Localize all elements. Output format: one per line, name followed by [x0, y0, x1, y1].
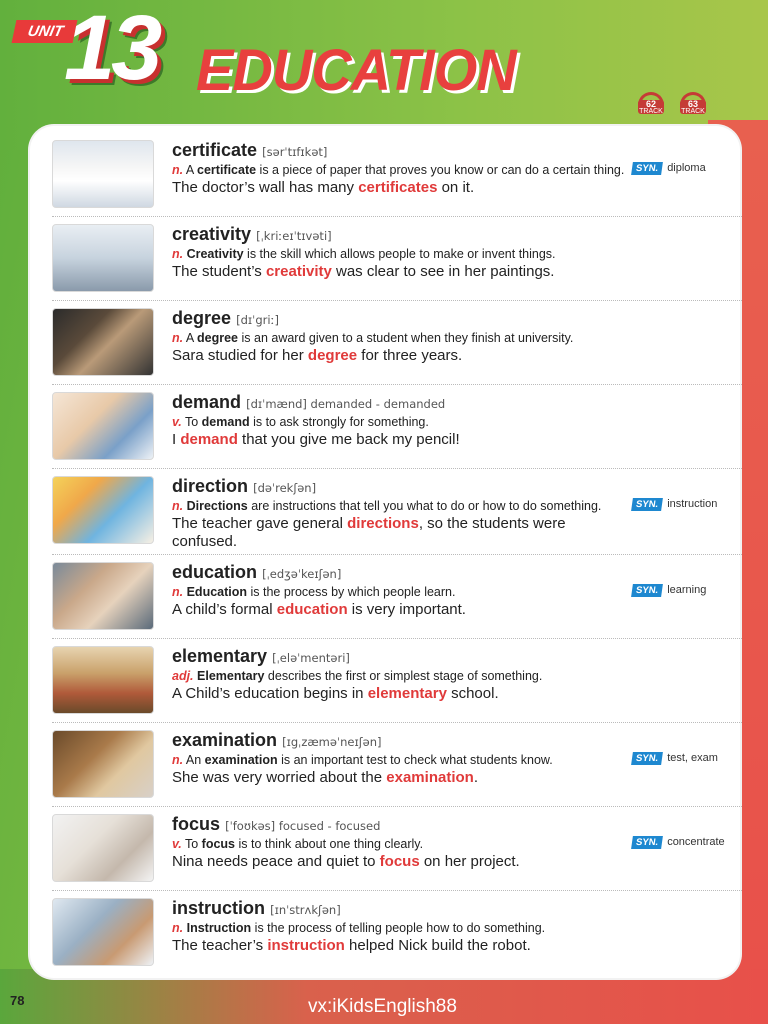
definition-keyword: Education	[186, 585, 248, 599]
headword-line	[172, 730, 632, 751]
headword-line	[172, 392, 632, 413]
entry-text	[172, 898, 632, 955]
part-of-speech: n.	[172, 585, 184, 599]
example-keyword: certificates	[358, 179, 438, 196]
synonym-text: learning	[667, 584, 707, 596]
headword: direction	[172, 476, 249, 496]
definition	[172, 668, 632, 684]
example-keyword: focus	[379, 853, 420, 870]
synonym-tag: SYN.	[631, 162, 663, 175]
definition-text: is a piece of paper that proves you know or can do a certain thing.	[256, 163, 625, 177]
definition	[172, 246, 632, 262]
definition-text: is an award given to a student when they finish at university.	[238, 331, 574, 345]
definition-keyword: focus	[201, 837, 236, 851]
example-keyword: elementary	[367, 685, 447, 702]
headword: instruction	[172, 898, 265, 918]
headword-line	[172, 562, 632, 583]
definition-text: are instructions that tell you what to do or how to do something.	[247, 499, 602, 513]
headword-line	[172, 476, 632, 497]
definition-keyword: Creativity	[186, 247, 244, 261]
track-label: TRACK	[681, 108, 705, 115]
example-keyword: instruction	[267, 937, 345, 954]
example-sentence	[172, 769, 632, 787]
example-suffix: is very important.	[347, 601, 466, 618]
definition-keyword: demand	[201, 415, 250, 429]
entry-text	[172, 646, 632, 703]
example-prefix: I	[172, 431, 181, 448]
definition-text: is the process of telling people how to do something.	[251, 921, 546, 935]
part-of-speech: v.	[172, 837, 182, 851]
illustration-image	[52, 224, 154, 292]
illustration-image	[52, 308, 154, 376]
synonym-tag: SYN.	[631, 836, 663, 849]
example-prefix: She was very worried about the	[172, 769, 387, 786]
example-prefix: Nina needs peace and quiet to	[172, 853, 380, 870]
audio-track-icon[interactable]	[678, 92, 708, 114]
example-prefix: The teacher’s	[172, 937, 268, 954]
unit-number: 13	[64, 0, 159, 99]
entry-text	[172, 392, 632, 449]
illustration-image	[52, 730, 154, 798]
entry-text	[172, 140, 632, 197]
definition	[172, 414, 632, 430]
headword: elementary	[172, 646, 268, 666]
example-prefix: A Child’s education begins in	[172, 685, 368, 702]
pronunciation: [ˌkriːeɪˈtɪvəti]	[256, 229, 332, 243]
verb-forms: demanded - demanded	[306, 397, 446, 411]
definition	[172, 330, 632, 346]
definition	[172, 498, 632, 514]
part-of-speech: n.	[172, 247, 184, 261]
part-of-speech: n.	[172, 331, 184, 345]
definition-prefix: To	[181, 837, 202, 851]
example-suffix: , so the students were confused.	[172, 515, 566, 550]
pronunciation: [ˌeləˈmentəri]	[272, 651, 350, 665]
headword-line	[172, 308, 632, 329]
track-number: 63	[687, 99, 698, 109]
definition-keyword: degree	[197, 331, 239, 345]
example-sentence	[172, 347, 632, 365]
pronunciation: [ɪgˌzæməˈneɪʃən]	[282, 735, 382, 749]
headword: education	[172, 562, 258, 582]
synonym-tag: SYN.	[631, 584, 663, 597]
headword: degree	[172, 308, 232, 328]
verb-forms: focused - focused	[275, 819, 381, 833]
synonym	[632, 752, 718, 765]
definition	[172, 920, 632, 936]
synonym-tag: SYN.	[631, 752, 663, 765]
synonym-text: concentrate	[667, 836, 725, 848]
pronunciation: [dəˈrekʃən]	[253, 481, 317, 495]
example-sentence	[172, 937, 632, 955]
definition-keyword: Instruction	[186, 921, 252, 935]
synonym-text: diploma	[667, 162, 706, 174]
headword-line	[172, 898, 632, 919]
example-suffix: on it.	[437, 179, 475, 196]
headword-line	[172, 224, 632, 245]
example-suffix: helped Nick build the robot.	[344, 937, 531, 954]
definition-keyword: examination	[204, 753, 278, 767]
example-prefix: Sara studied for her	[172, 347, 308, 364]
entry-divider	[52, 638, 742, 639]
part-of-speech: v.	[172, 415, 182, 429]
track-label: TRACK	[639, 108, 663, 115]
definition-prefix: An	[183, 753, 205, 767]
example-prefix: A child’s formal	[172, 601, 277, 618]
illustration-image	[52, 476, 154, 544]
entry-divider	[52, 890, 742, 891]
definition-text: is the process by which people learn.	[247, 585, 456, 599]
definition-text: is the skill which allows people to make or invent things.	[243, 247, 556, 261]
pronunciation: [ˈfoʊkəs]	[225, 819, 276, 833]
entry-text	[172, 476, 632, 551]
entry-divider	[52, 722, 742, 723]
page-number: 78	[10, 993, 25, 1008]
entry-text	[172, 562, 632, 619]
definition-prefix: A	[183, 163, 198, 177]
entry-divider	[52, 554, 742, 555]
illustration-image	[52, 646, 154, 714]
example-sentence	[172, 685, 632, 703]
part-of-speech: n.	[172, 499, 184, 513]
definition-keyword: Directions	[186, 499, 248, 513]
pronunciation: [dɪˈmænd]	[246, 397, 307, 411]
unit-title: EDUCATION	[196, 36, 516, 103]
example-prefix: The teacher gave general	[172, 515, 348, 532]
synonym-tag: SYN.	[631, 498, 663, 511]
example-prefix: The student’s	[172, 263, 266, 280]
example-suffix: that you give me back my pencil!	[237, 431, 460, 448]
entry-text	[172, 814, 632, 871]
synonym	[632, 498, 717, 511]
part-of-speech: adj.	[172, 669, 194, 683]
illustration-image	[52, 140, 154, 208]
illustration-image	[52, 898, 154, 966]
headword: focus	[172, 814, 221, 834]
headword-line	[172, 140, 632, 161]
illustration-image	[52, 562, 154, 630]
synonym	[632, 836, 725, 849]
example-suffix: school.	[446, 685, 499, 702]
synonym-text: test, exam	[667, 752, 718, 764]
illustration-image	[52, 814, 154, 882]
example-keyword: demand	[180, 431, 238, 448]
entry-divider	[52, 300, 742, 301]
example-keyword: directions	[347, 515, 419, 532]
definition-text: is an important test to check what students know.	[277, 753, 553, 767]
entry-text	[172, 308, 632, 365]
synonym-text: instruction	[667, 498, 718, 510]
definition-keyword: Elementary	[197, 669, 265, 683]
example-keyword: creativity	[265, 263, 332, 280]
entry-divider	[52, 806, 742, 807]
example-keyword: education	[276, 601, 348, 618]
headword: examination	[172, 730, 278, 750]
definition-keyword: certificate	[197, 163, 257, 177]
definition	[172, 836, 632, 852]
example-suffix: on her project.	[419, 853, 520, 870]
track-number: 62	[645, 99, 656, 109]
pronunciation: [ˌedʒəˈkeɪʃən]	[262, 567, 342, 581]
example-keyword: examination	[386, 769, 474, 786]
unit-label: UNIT	[12, 20, 78, 43]
illustration-image	[52, 392, 154, 460]
audio-track-icon[interactable]	[636, 92, 666, 114]
definition-text: describes the first or simplest stage of something.	[264, 669, 543, 683]
example-sentence	[172, 431, 632, 449]
example-sentence	[172, 853, 632, 871]
definition-prefix: A	[183, 331, 198, 345]
definition	[172, 752, 632, 768]
headword-line	[172, 814, 632, 835]
entry-divider	[52, 384, 742, 385]
example-keyword: degree	[307, 347, 358, 364]
example-sentence	[172, 179, 632, 197]
definition	[172, 162, 632, 178]
pronunciation: [ɪnˈstrʌkʃən]	[270, 903, 341, 917]
entry-text	[172, 224, 632, 281]
headword-line	[172, 646, 632, 667]
part-of-speech: n.	[172, 753, 184, 767]
pronunciation: [dɪˈgriː]	[236, 313, 279, 327]
entry-divider	[52, 468, 742, 469]
example-suffix: for three years.	[357, 347, 463, 364]
example-suffix: was clear to see in her paintings.	[331, 263, 555, 280]
pronunciation: [sərˈtɪfɪkət]	[262, 145, 328, 159]
synonym	[632, 584, 706, 597]
part-of-speech: n.	[172, 921, 184, 935]
example-suffix: .	[473, 769, 478, 786]
example-sentence	[172, 601, 632, 619]
example-sentence	[172, 515, 632, 551]
synonym	[632, 162, 706, 175]
definition	[172, 584, 632, 600]
headword: certificate	[172, 140, 258, 160]
definition-text: is to ask strongly for something.	[249, 415, 429, 429]
definition-prefix: To	[181, 415, 202, 429]
example-prefix: The doctor’s wall has many	[172, 179, 359, 196]
watermark: vx:iKidsEnglish88	[308, 996, 457, 1017]
entry-divider	[52, 216, 742, 217]
headword: demand	[172, 392, 242, 412]
definition-text: is to think about one thing clearly.	[235, 837, 424, 851]
headword: creativity	[172, 224, 252, 244]
example-sentence	[172, 263, 632, 281]
entry-text	[172, 730, 632, 787]
part-of-speech: n.	[172, 163, 184, 177]
